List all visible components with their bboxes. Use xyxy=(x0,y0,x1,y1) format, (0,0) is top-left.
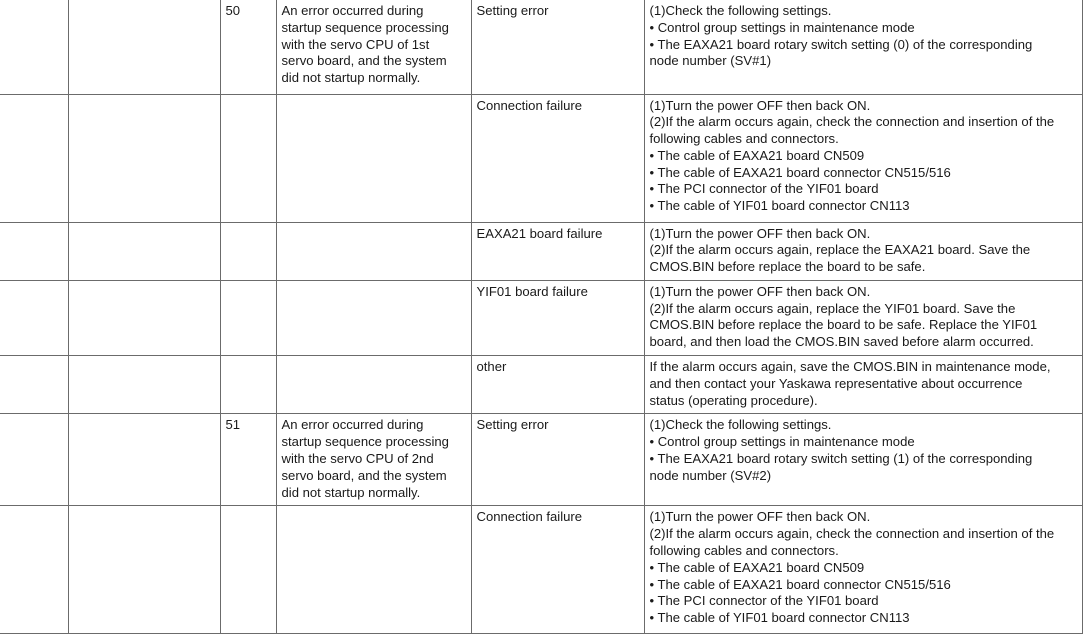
description-line: servo board, and the system xyxy=(281,467,447,483)
cause-cell xyxy=(471,0,644,94)
cause-cell xyxy=(471,356,644,414)
table-row xyxy=(0,506,1082,634)
cause-text: YIF01 board failure xyxy=(476,283,588,299)
table-row xyxy=(0,94,1082,222)
table-row xyxy=(0,414,1082,506)
cause-cell xyxy=(471,280,644,355)
remedy-line: (1)Turn the power OFF then back ON. xyxy=(649,97,871,113)
remedy-cell xyxy=(644,506,1082,634)
remedy-line: • The cable of EAXA21 board connector CN515/516 xyxy=(649,576,951,592)
description-line: with the servo CPU of 2nd xyxy=(281,451,434,467)
alarm-name-cell xyxy=(68,280,220,355)
remedy-line: • The EAXA21 board rotary switch setting (1) of the corresponding xyxy=(649,451,1033,467)
alarm-name-cell xyxy=(68,0,220,94)
remedy-line: • The PCI connector of the YIF01 board xyxy=(649,181,879,197)
remedy-cell xyxy=(644,0,1082,94)
remedy-line: CMOS.BIN before replace the board to be safe. Replace the YIF01 xyxy=(649,317,1038,333)
alarm-number-cell xyxy=(0,414,68,506)
remedy-line: • The cable of YIF01 board connector CN113 xyxy=(649,610,910,626)
cause-text: Setting error xyxy=(476,417,549,433)
remedy-line: (1)Check the following settings. xyxy=(649,417,832,433)
description-cell xyxy=(276,414,471,506)
alarm-name-cell xyxy=(68,222,220,280)
description-line: did not startup normally. xyxy=(281,484,421,500)
description-cell xyxy=(276,222,471,280)
sub-code: 51 xyxy=(225,417,241,433)
sub-code-cell xyxy=(220,356,276,414)
remedy-line: (1)Turn the power OFF then back ON. xyxy=(649,509,871,525)
remedy-line: (2)If the alarm occurs again, check the connection and insertion of the xyxy=(649,526,1055,542)
description-line: with the servo CPU of 1st xyxy=(281,36,430,52)
sub-code-cell xyxy=(220,414,276,506)
cause-cell xyxy=(471,506,644,634)
table-row xyxy=(0,356,1082,414)
alarm-number-cell xyxy=(0,280,68,355)
remedy-line: • The PCI connector of the YIF01 board xyxy=(649,593,879,609)
alarm-name-cell xyxy=(68,414,220,506)
remedy-line: • The EAXA21 board rotary switch setting (0) of the corresponding xyxy=(649,36,1033,52)
cause-cell xyxy=(471,222,644,280)
remedy-line: (1)Turn the power OFF then back ON. xyxy=(649,283,871,299)
remedy-line: • Control group settings in maintenance mode xyxy=(649,19,915,35)
alarm-number-cell xyxy=(0,0,68,94)
remedy-cell xyxy=(644,414,1082,506)
remedy-line: status (operating procedure). xyxy=(649,392,818,408)
remedy-line: (1)Check the following settings. xyxy=(649,3,832,18)
remedy-line: following cables and connectors. xyxy=(649,543,839,559)
remedy-cell xyxy=(644,222,1082,280)
description-line: startup sequence processing xyxy=(281,19,449,35)
table-row xyxy=(0,0,1082,94)
alarm-name-cell xyxy=(68,356,220,414)
remedy-cell xyxy=(644,94,1082,222)
remedy-line: • The cable of EAXA21 board CN509 xyxy=(649,559,865,575)
remedy-line: (2)If the alarm occurs again, replace the YIF01 board. Save the xyxy=(649,300,1016,316)
alarm-name-cell xyxy=(68,94,220,222)
remedy-line: If the alarm occurs again, save the CMOS.BIN in maintenance mode, xyxy=(649,359,1051,375)
alarm-number-cell xyxy=(0,222,68,280)
remedy-cell xyxy=(644,280,1082,355)
remedy-line: (2)If the alarm occurs again, replace the EAXA21 board. Save the xyxy=(649,242,1031,258)
description-cell xyxy=(276,0,471,94)
alarm-name-cell xyxy=(68,506,220,634)
cause-cell xyxy=(471,414,644,506)
description-line: did not startup normally. xyxy=(281,70,421,86)
sub-code-cell xyxy=(220,94,276,222)
table-row xyxy=(0,280,1082,355)
remedy-line: • The cable of YIF01 board connector CN113 xyxy=(649,198,910,214)
description-cell xyxy=(276,94,471,222)
remedy-line: (2)If the alarm occurs again, check the connection and insertion of the xyxy=(649,114,1055,130)
cause-text: Connection failure xyxy=(476,509,583,525)
description-cell xyxy=(276,356,471,414)
remedy-line: node number (SV#1) xyxy=(649,53,772,69)
cause-cell xyxy=(471,94,644,222)
remedy-line: board, and then load the CMOS.BIN saved before alarm occurred. xyxy=(649,334,1034,350)
remedy-line: node number (SV#2) xyxy=(649,467,772,483)
remedy-cell xyxy=(644,356,1082,414)
description-line: startup sequence processing xyxy=(281,434,449,450)
description-cell xyxy=(276,280,471,355)
alarm-number-cell xyxy=(0,356,68,414)
remedy-line: CMOS.BIN before replace the board to be safe. xyxy=(649,259,926,275)
sub-code-cell xyxy=(220,222,276,280)
alarm-number-cell xyxy=(0,506,68,634)
description-line: An error occurred during xyxy=(281,3,424,18)
description-line: servo board, and the system xyxy=(281,53,447,69)
remedy-line: following cables and connectors. xyxy=(649,131,839,147)
remedy-line: and then contact your Yaskawa representative about occurrence xyxy=(649,375,1023,391)
cause-text: EAXA21 board failure xyxy=(476,225,603,241)
description-cell xyxy=(276,506,471,634)
sub-code: 50 xyxy=(225,3,241,18)
table-row xyxy=(0,222,1082,280)
sub-code-cell xyxy=(220,280,276,355)
sub-code-cell xyxy=(220,0,276,94)
sub-code-cell xyxy=(220,506,276,634)
description-line: An error occurred during xyxy=(281,417,424,433)
remedy-line: (1)Turn the power OFF then back ON. xyxy=(649,225,871,241)
remedy-line: • The cable of EAXA21 board CN509 xyxy=(649,147,865,163)
cause-text: Setting error xyxy=(476,3,549,18)
cause-text: Connection failure xyxy=(476,97,583,113)
cause-text: other xyxy=(476,359,507,375)
alarm-number-cell xyxy=(0,94,68,222)
remedy-line: • The cable of EAXA21 board connector CN515/516 xyxy=(649,164,951,180)
remedy-line: • Control group settings in maintenance mode xyxy=(649,434,915,450)
